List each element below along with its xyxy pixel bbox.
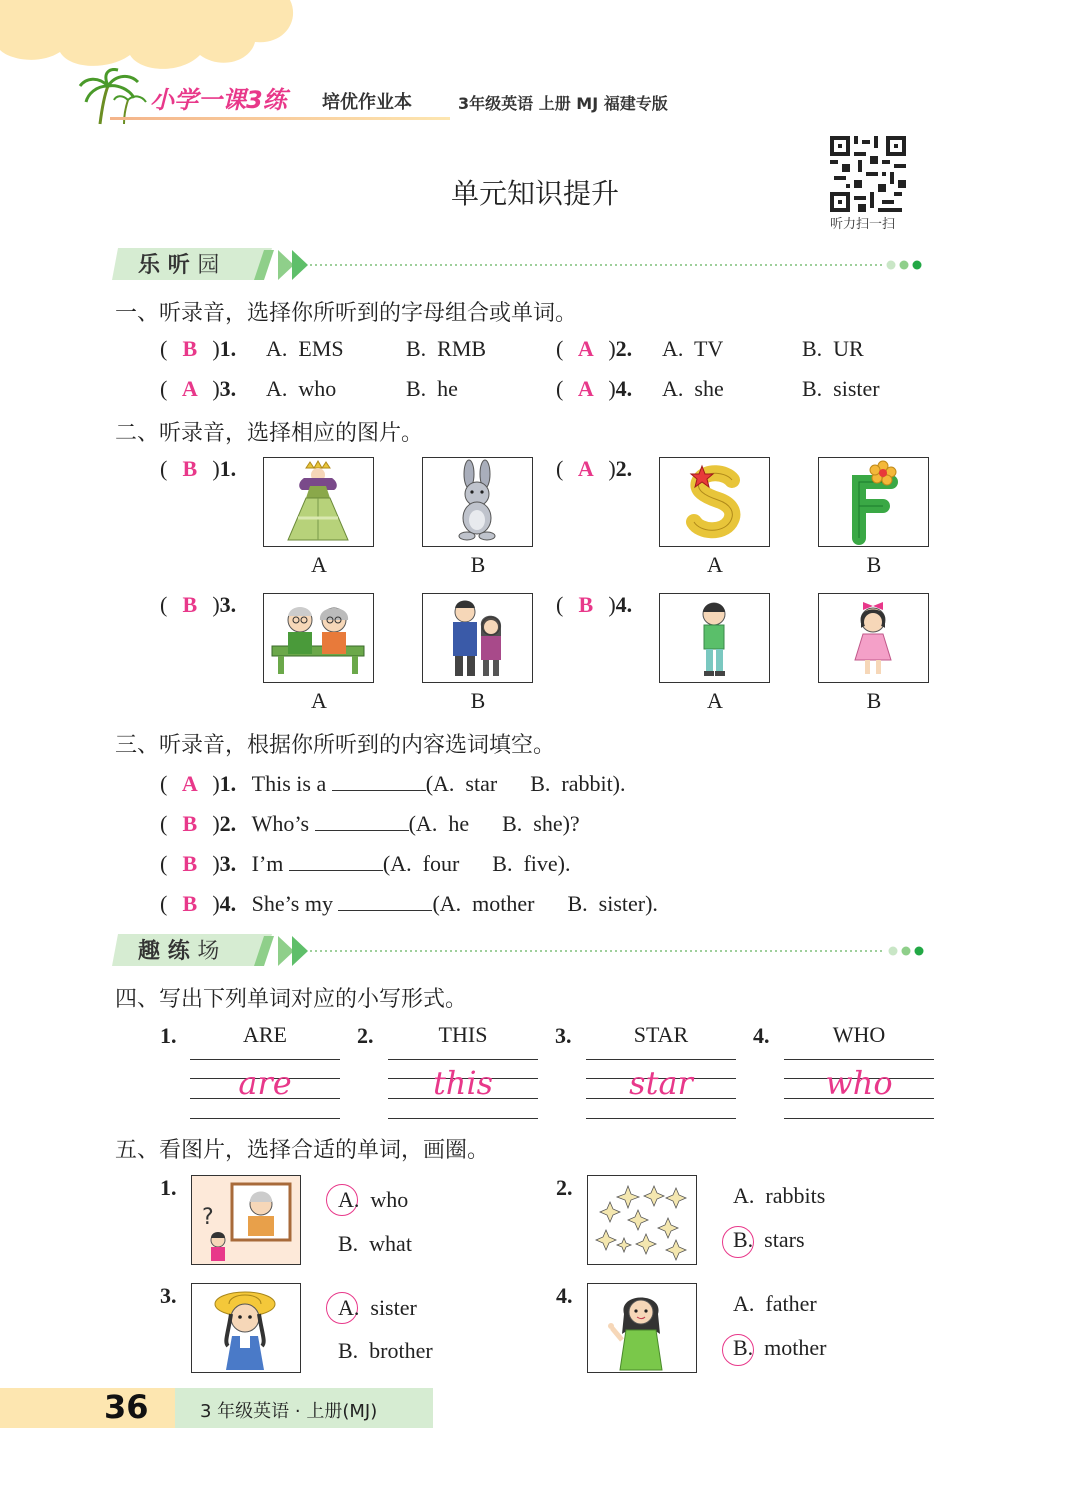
picture-sister [191,1283,301,1373]
lowercase-answer[interactable]: this [432,1064,494,1102]
fill-blank[interactable] [315,808,409,831]
picture-rabbit[interactable] [422,457,533,547]
lowercase-answer[interactable]: are [238,1064,292,1102]
header-underline [110,117,450,120]
caption-b: B [866,552,882,577]
part3-item: ( B )4. She’s my (A. mother B. sister). [160,888,658,917]
uppercase-word: ARE [243,1022,287,1047]
item-number: 3. [160,1283,177,1308]
item-number: 2. [357,1023,374,1048]
qr-caption: 听力扫一扫 [830,217,896,232]
answer-mark: B [182,891,198,916]
option-a[interactable]: A. rabbits [733,1183,826,1208]
lowercase-answer[interactable]: star [629,1064,693,1102]
item-number: 2. [556,1175,573,1200]
option-b[interactable]: B. stars [733,1227,805,1252]
page-title: 单元知识提升 [450,177,619,210]
item-number: 3. [555,1023,572,1048]
part5-title: 五、看图片，选择合适的单词，画圈。 [115,1138,490,1163]
option-a: A. EMS [266,336,344,361]
banner-char: 园 [197,253,220,278]
option-a[interactable]: A. who [338,1187,409,1212]
picture-queen[interactable] [263,457,374,547]
caption-a: A [311,688,327,713]
cloud-decoration [0,0,300,90]
lowercase-answer[interactable]: who [825,1064,893,1102]
page-number: 36 [104,1388,149,1426]
item-number: 1. [160,1023,177,1048]
writing-line [784,1059,934,1060]
caption-b: B [866,688,882,713]
item-number: 4. [556,1283,573,1308]
part1-item: ( A )4. A. she B. sister [556,376,880,401]
part1-title: 一、听录音，选择你所听到的字母组合或单词。 [115,301,578,326]
footer-book-title: 3 年级英语 · 上册(MJ) [200,1401,378,1422]
option-b: B. RMB [406,336,487,361]
part2-item-label: ( A )2. [556,456,633,481]
banner-char: 场 [197,939,220,964]
part2-title: 二、听录音，选择相应的图片。 [115,421,424,446]
answer-mark: A [577,456,594,481]
answer-mark: A [181,771,198,796]
writing-line [388,1059,538,1060]
option-a[interactable]: A. father [733,1291,817,1316]
item-number: 1. [160,1175,177,1200]
header-brand [150,80,287,115]
caption-a: A [311,552,327,577]
caption-b: B [470,688,486,713]
option-b: B. he [406,376,458,401]
uppercase-word: THIS [438,1022,488,1047]
picture-boy[interactable] [659,593,770,683]
fill-blank[interactable] [332,768,426,791]
option-a: A. who [266,376,337,401]
answer-mark: B [182,336,198,361]
answer-mark: A [577,376,594,401]
footer-page-tab [0,1388,175,1428]
option-a: A. TV [662,336,724,361]
option-b[interactable]: B. brother [338,1338,433,1363]
option-b[interactable]: B. what [338,1231,412,1256]
part1-item: ( A )2. A. TV B. UR [556,336,864,361]
uppercase-word: STAR [633,1022,689,1047]
caption-b: B [470,552,486,577]
part2-item-label: ( B )1. [160,456,237,481]
picture-parents[interactable] [422,593,533,683]
answer-mark: B [578,592,594,617]
answer-mark: B [182,456,198,481]
part3-item: ( B )3. I’m (A. four B. five). [160,848,571,877]
fill-blank[interactable] [338,888,432,911]
banner-char: 趣 [138,939,161,964]
writing-line [190,1059,340,1060]
picture-mother [587,1283,697,1373]
answer-mark: B [182,592,198,617]
writing-line [586,1059,736,1060]
picture-who-portrait [191,1175,301,1265]
part3-title: 三、听录音，根据你所听到的内容选词填空。 [115,733,556,758]
picture-letter-f[interactable] [818,457,929,547]
answer-mark: B [182,851,198,876]
header-series: 培优作业本 [322,92,412,113]
qr-code[interactable] [830,136,906,212]
part4-title: 四、写出下列单词对应的小写形式。 [115,987,468,1012]
caption-a: A [707,552,723,577]
svg-text:?: ? [202,1205,214,1230]
item-number: 4. [753,1023,770,1048]
part1-item: ( A )3. A. who B. he [160,376,458,401]
banner-char: 乐 [138,253,161,278]
writing-line [190,1118,340,1119]
part1-item: ( B )1. A. EMS B. RMB [160,336,487,361]
option-b[interactable]: B. mother [733,1335,827,1360]
option-a[interactable]: A. sister [338,1295,417,1320]
option-b: B. sister [802,376,880,401]
uppercase-word: WHO [832,1022,886,1047]
fill-blank[interactable] [289,848,383,871]
option-a: A. she [662,376,724,401]
answer-mark: B [182,811,198,836]
picture-girl[interactable] [818,593,929,683]
caption-a: A [707,688,723,713]
section-banner-practice [112,932,926,968]
writing-line [784,1118,934,1119]
header-subtitle: 3年级英语 上册 MJ 福建专版 [458,94,668,113]
banner-char: 听 [167,253,190,278]
answer-mark: A [181,376,198,401]
part2-item-label: ( B )4. [556,592,633,617]
part3-item: ( B )2. Who’s (A. he B. she)? [160,808,580,837]
banner-char: 练 [167,939,190,964]
answer-mark: A [577,336,594,361]
option-b: B. UR [802,336,864,361]
section-banner-listen [112,246,922,282]
part3-item: ( A )1. This is a (A. star B. rabbit). [160,768,626,797]
writing-line [388,1118,538,1119]
picture-grandparents[interactable] [263,593,374,683]
picture-stars [587,1175,697,1265]
brand-logo: 小学一课3练 [150,86,287,114]
writing-line [586,1118,736,1119]
part2-item-label: ( B )3. [160,592,237,617]
picture-letter-s[interactable] [659,457,770,547]
